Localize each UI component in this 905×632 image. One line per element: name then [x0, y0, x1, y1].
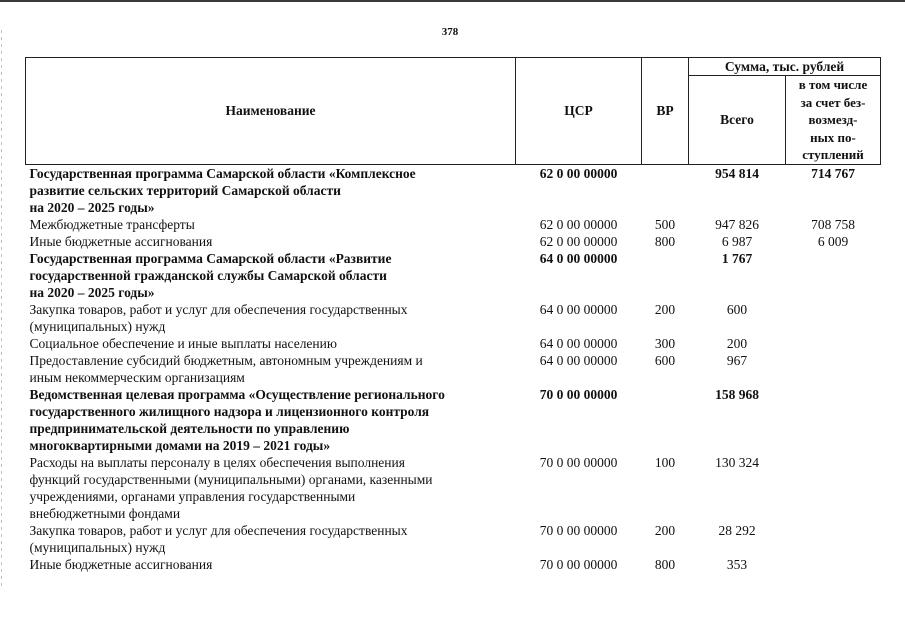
row-name-line: Государственная программа Самарской области «Комплексное — [29, 165, 416, 181]
row-name — [26, 216, 516, 233]
row-total: 158 968 — [715, 386, 759, 402]
row-vr — [642, 250, 689, 301]
row-total: 954 814 — [715, 165, 759, 181]
row-total: 6 987 — [721, 233, 753, 249]
table-row — [26, 386, 881, 454]
header-grants-line: возмезд- — [808, 112, 858, 127]
row-name-line: государственного жилищного надзора и лицензионного контроля — [29, 403, 430, 419]
table-row — [26, 556, 881, 573]
table-row — [26, 352, 881, 386]
row-name-line: Социальное обеспечение и иные выплаты населению — [29, 335, 337, 351]
row-grants — [786, 454, 881, 522]
header-grants-line: в том числе — [798, 77, 868, 92]
row-name-line: Государственная программа Самарской области «Развитие — [29, 250, 392, 266]
row-vr: 800 — [654, 233, 676, 249]
row-name-line: иным некоммерческим организациям — [29, 369, 245, 385]
row-vr: 500 — [654, 216, 676, 232]
page-number: 378 — [441, 26, 459, 38]
row-total: 28 292 — [718, 522, 756, 538]
row-vr: 200 — [654, 522, 676, 538]
header-total: Всего — [689, 76, 786, 165]
row-name-line: Межбюджетные трансферты — [29, 216, 195, 232]
table-row — [26, 250, 881, 301]
row-total: 200 — [726, 335, 748, 351]
row-name — [26, 335, 516, 352]
header-csr: ЦСР — [516, 58, 642, 165]
row-csr: 70 0 00 00000 — [539, 556, 618, 572]
table-row — [26, 335, 881, 352]
row-csr: 70 0 00 00000 — [539, 454, 618, 470]
row-name-line: развитие сельских территорий Самарской области — [29, 182, 341, 198]
row-grants — [786, 386, 881, 454]
row-name-line: функций государственными (муниципальными) органами, казенными — [29, 471, 433, 487]
row-csr: 62 0 00 00000 — [539, 165, 618, 181]
row-name-line: государственной гражданской службы Самарской области — [29, 267, 387, 283]
row-name-line: учреждениями, органами управления государственными — [29, 488, 356, 504]
row-total: 353 — [726, 556, 748, 572]
row-grants: 708 758 — [811, 216, 855, 232]
row-name-line: Ведомственная целевая программа «Осуществление регионального — [29, 386, 445, 402]
row-grants — [786, 352, 881, 386]
table-body — [26, 164, 881, 573]
scan-edge-left — [1, 30, 2, 590]
row-name — [26, 164, 516, 216]
row-csr: 70 0 00 00000 — [539, 386, 618, 402]
header-vr: ВР — [642, 58, 689, 165]
row-grants — [786, 301, 881, 335]
scan-edge-top — [0, 0, 905, 2]
row-name — [26, 301, 516, 335]
row-csr: 64 0 00 00000 — [539, 352, 618, 368]
row-csr: 62 0 00 00000 — [539, 233, 618, 249]
header-grants-line: за счет без- — [800, 94, 866, 110]
row-csr: 64 0 00 00000 — [539, 301, 618, 317]
row-total: 130 324 — [715, 454, 759, 470]
row-name-line: (муниципальных) нужд — [29, 318, 166, 334]
row-name-line: предпринимательской деятельности по управлению — [29, 420, 350, 436]
row-vr: 800 — [654, 556, 676, 572]
row-vr — [642, 164, 689, 216]
row-vr: 600 — [654, 352, 676, 368]
row-csr: 64 0 00 00000 — [539, 250, 618, 266]
row-name — [26, 352, 516, 386]
row-total: 947 826 — [715, 216, 759, 232]
table-row — [26, 164, 881, 216]
row-grants — [786, 556, 881, 573]
row-grants: 714 767 — [811, 165, 855, 181]
table-row — [26, 233, 881, 250]
row-name-line: внебюджетными фондами — [29, 505, 181, 521]
row-name — [26, 556, 516, 573]
row-vr — [642, 386, 689, 454]
row-name-line: на 2020 – 2025 годы» — [29, 284, 155, 300]
table-header — [26, 58, 881, 165]
budget-table — [25, 57, 881, 573]
row-name-line: Иные бюджетные ассигнования — [29, 556, 213, 572]
table-row — [26, 216, 881, 233]
row-grants — [786, 250, 881, 301]
row-name — [26, 250, 516, 301]
row-csr: 62 0 00 00000 — [539, 216, 618, 232]
row-name — [26, 454, 516, 522]
row-name-line: Иные бюджетные ассигнования — [29, 233, 213, 249]
row-name — [26, 522, 516, 556]
row-vr: 100 — [654, 454, 676, 470]
row-grants — [786, 335, 881, 352]
row-name-line: Закупка товаров, работ и услуг для обеспечения государственных — [29, 301, 408, 317]
header-sum-group: Сумма, тыс. рублей — [689, 58, 881, 76]
row-name-line: Расходы на выплаты персоналу в целях обеспечения выполнения — [29, 454, 405, 470]
row-total: 1 767 — [721, 250, 753, 266]
row-vr: 200 — [654, 301, 676, 317]
row-csr: 64 0 00 00000 — [539, 335, 618, 351]
row-name-line: на 2020 – 2025 годы» — [29, 199, 155, 215]
header-name: Наименование — [26, 58, 516, 165]
row-name-line: многоквартирными домами на 2019 – 2021 годы» — [29, 437, 331, 453]
row-grants: 6 009 — [817, 233, 849, 249]
row-name — [26, 233, 516, 250]
header-grants — [786, 76, 881, 165]
row-name — [26, 386, 516, 454]
row-csr: 70 0 00 00000 — [539, 522, 618, 538]
row-total: 600 — [726, 301, 748, 317]
table-row — [26, 301, 881, 335]
row-name-line: (муниципальных) нужд — [29, 539, 166, 555]
table-row — [26, 522, 881, 556]
table-row — [26, 454, 881, 522]
row-name-line: Предоставление субсидий бюджетным, автономным учреждениям и — [29, 352, 423, 368]
row-name-line: Закупка товаров, работ и услуг для обеспечения государственных — [29, 522, 408, 538]
header-grants-line: ступлений — [802, 147, 864, 162]
header-grants-line: ных по- — [810, 129, 856, 145]
row-grants — [786, 522, 881, 556]
row-vr: 300 — [654, 335, 676, 351]
row-total: 967 — [726, 352, 748, 368]
